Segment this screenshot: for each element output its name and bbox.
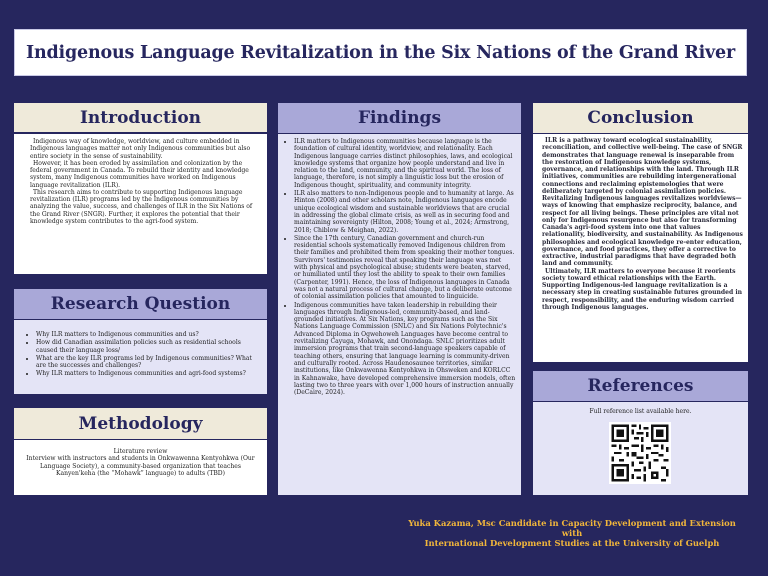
introduction-heading: Introduction bbox=[79, 107, 202, 128]
list-item: • How did Canadian assimilation policies such as residential schools caused their language loss/ bbox=[36, 339, 259, 354]
research-question-heading-box bbox=[14, 289, 267, 319]
qr-code-icon[interactable] bbox=[609, 422, 671, 484]
introduction-heading-box bbox=[14, 103, 267, 132]
author-line: International Development Studies at the University of Guelph bbox=[424, 538, 720, 549]
findings-heading: Findings bbox=[357, 108, 442, 128]
poster-title: Indigenous Language Revitalization in the Six Nations of the Grand River bbox=[26, 42, 735, 63]
introduction-paragraph: However, it has been eroded by assimilation and colonization by the federal government in Canada. To rebuild their identity and knowledge system, many Indigenous communities have worked on Indigenous language revitalization (ILR). bbox=[30, 159, 249, 189]
findings-list bbox=[284, 138, 516, 396]
findings-heading-box bbox=[278, 103, 521, 133]
list-item: • Since the 17th century, Canadian government and church-run residential schools systematically removed Indigenous children from their families and prohibited them from speaking their mother tongues. Survivors' testimonies reveal that speaking their language was met with physical and psychological abuse; students were beaten, starved, or humiliated until they lost the ability to speak to their own families (Carpenter, 1991). Hence, the loss of Indigenous languages in Canada was not a natural process of cultural change, but a deliberate outcome of colonial assimilation policies that amounted to linguicide. bbox=[294, 235, 516, 301]
conclusion-paragraph: Ultimately, ILR matters to everyone because it reorients society toward ethical relationships with the Earth. Supporting Indigenous-led language revitalization is a necessary step in creating sustainable futures grounded in respect, responsibility, and the enduring wisdom carried through Indigenous languages. bbox=[542, 267, 743, 311]
research-question-heading: Research Question bbox=[50, 294, 231, 314]
author-credit bbox=[398, 518, 746, 549]
methodology-heading: Methodology bbox=[78, 413, 203, 434]
references-heading: References bbox=[587, 376, 694, 396]
list-item: • What are the key ILR programs led by Indigenous communities? What are the successes and challenges? bbox=[36, 355, 259, 370]
introduction-paragraph: This research aims to contribute to supporting Indigenous language revitalization (ILR) programs led by the Indigenous communities by analyzing the value, success, and challenges of ILR in the Six Nations of the Grand River (SNGR). Further, it explores the potential that their knowledge system contributes to the agri-food system. bbox=[30, 188, 253, 225]
introduction-paragraph: Indigenous way of knowledge, worldview, and culture embedded in Indigenous languages matter not only Indigenous communities but also entire society in the sense of sustainability. bbox=[30, 138, 251, 160]
methodology-heading-box bbox=[14, 408, 267, 439]
conclusion-heading: Conclusion bbox=[587, 108, 694, 128]
list-item: • Why ILR matters to Indigenous communities and agri-food systems? bbox=[36, 370, 259, 377]
references-note: Full reference list available here. bbox=[589, 408, 692, 415]
methodology-line: Interview with instructors and students in Onkwawenna Kentyohkwa (Our Language Society), a community-based organization that teaches Kanyen'keha (the “Mohawk” language) to adults (TBD) bbox=[26, 455, 255, 477]
introduction-body bbox=[14, 134, 267, 274]
list-item: • Why ILR matters to Indigenous communities and us? bbox=[36, 331, 259, 338]
list-item: • Indigenous communities have taken leadership in rebuilding their languages through Indigenous-led, community-based, and land-grounded initiatives. At Six Nations, key programs such as the Six Nations Language Commission (SNLC) and Six Nations Polytechnic's Advanced Diploma in Ogwehoweh Languages have become central to revitalizing Cayuga, Mohawk, and Onondaga. SNLC prioritizes adult immersion programs that train second-language speakers capable of teaching others, ensuring that language learning is community-driven and culturally rooted. Across Haudenosaunee territories, similar institutions, like Onkwawenna Kentyohkwa in Ohsweken and KORLCC in Kahnawake, have developed comprehensive immersion models, often lasting two to three years with over 1,000 hours of instruction annually (DeCaire, 2024). bbox=[294, 302, 516, 397]
findings-body bbox=[278, 134, 521, 495]
research-question-list bbox=[26, 331, 259, 378]
author-line: Yuka Kazama, Msc Candidate in Capacity Development and Extension with bbox=[408, 518, 736, 539]
methodology-body bbox=[14, 440, 267, 495]
list-item: • ILR also matters to non-Indigenous people and to humanity at large. As Hinton (2008) and other scholars note, Indigenous languages encode unique ecological wisdom and sustainable worldviews that are crucial in addressing the global climate crisis, as well as in securing food and maintaining sovereignty (Hilton, 2008; Young et al., 2024; Armstrong, 2018; Chiblow & Meighan, 2022). bbox=[294, 190, 516, 234]
conclusion-body bbox=[533, 134, 748, 362]
list-item: • ILR matters to Indigenous communities because language is the foundation of cultural identity, worldview, and relationality. Each Indigenous language carries distinct philosophies, laws, and ecological knowledge systems that organize how people understand and live in relation to the land, community, and the spiritual world. The loss of language, therefore, is not simply a linguistic loss but the erosion of Indigenous thought, spirituality, and community integrity. bbox=[294, 138, 516, 189]
methodology-line: Literature review bbox=[113, 448, 168, 455]
poster-title-box bbox=[14, 29, 747, 76]
references-heading-box bbox=[533, 371, 748, 401]
conclusion-paragraph: ILR is a pathway toward ecological sustainability, reconciliation, and collective well-being. The case of SNGR demonstrates that language renewal is inseparable from the restoration of Indigenous knowledge systems, governance, and relationships with the land. Through ILR initiatives, communities are rebuilding intergenerational connections and reclaiming epistemologies that were deliberately targeted by colonial assimilation policies. Revitalizing Indigenous languages revitalizes worldviews— ways of knowing that emphasize reciprocity, balance, and respect for all living beings. These principles are vital not only for Indigenous resurgence but also for transforming Canada's agri-food system into one that values relationality, biodiversity, and sustainability. As Indigenous philosophies and ecological knowledge re-enter education, governance, and food practices, they offer a corrective to extractive, industrial paradigms that have degraded both land and community. bbox=[542, 137, 743, 268]
conclusion-heading-box bbox=[533, 103, 748, 133]
research-question-body bbox=[14, 320, 267, 394]
